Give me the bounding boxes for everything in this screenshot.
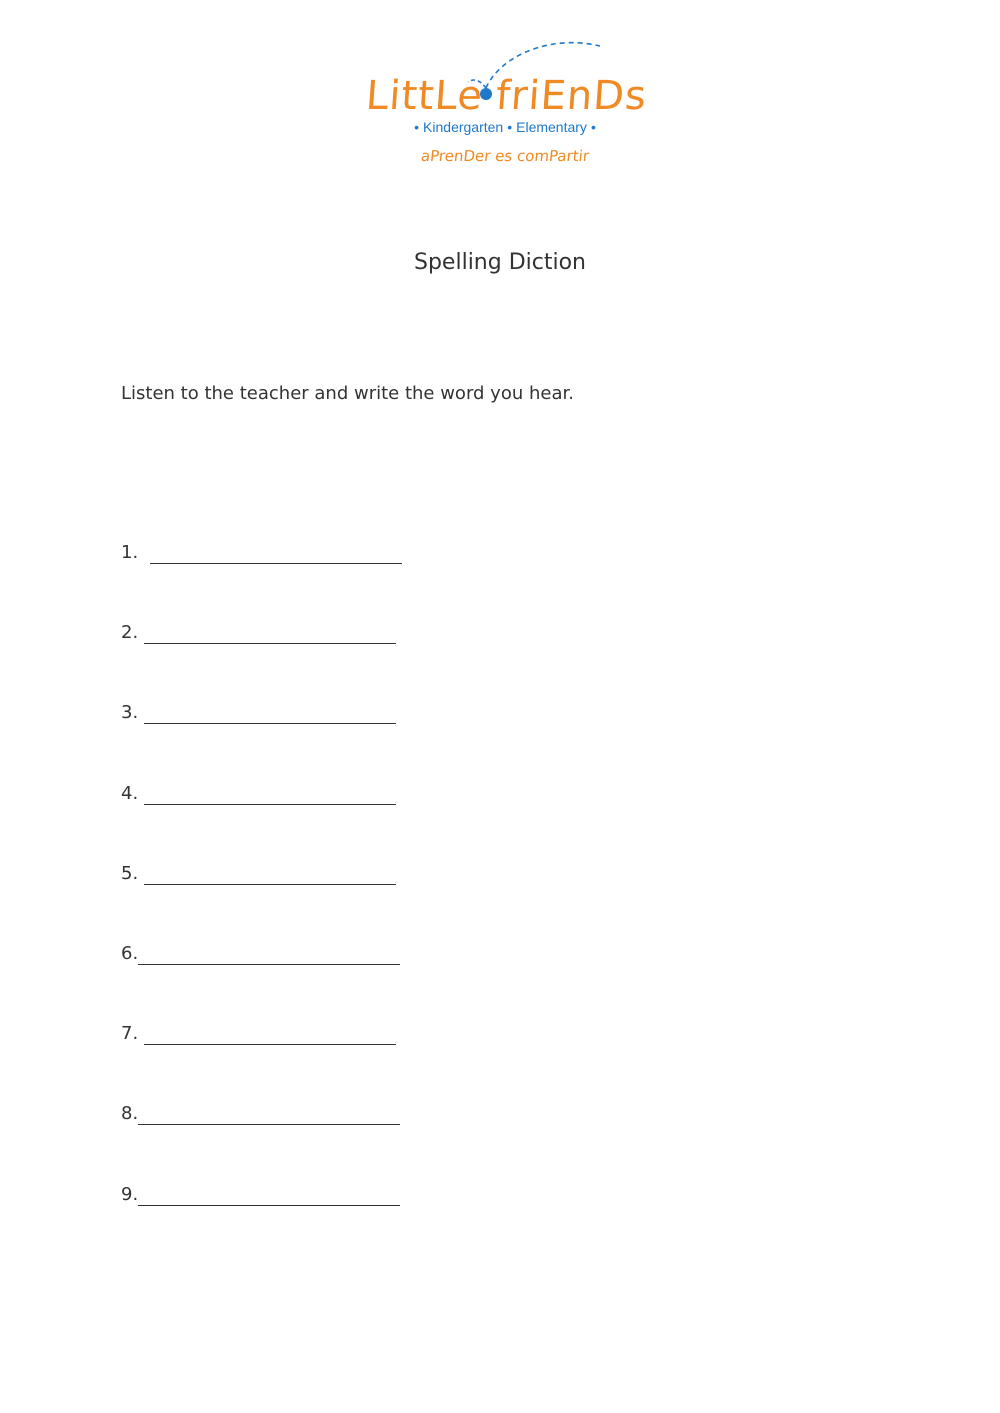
answer-row xyxy=(121,1101,441,1181)
answer-number: 9. xyxy=(121,1183,139,1205)
answer-number: 1. xyxy=(121,542,139,563)
answer-blank-line[interactable] xyxy=(144,782,396,805)
answer-number: 4. xyxy=(121,782,139,804)
answer-row xyxy=(121,540,441,620)
answer-blank-line[interactable] xyxy=(138,1102,400,1125)
answer-blank-line[interactable] xyxy=(144,701,396,724)
answer-number: 6. xyxy=(121,942,139,964)
answer-list xyxy=(121,540,441,1262)
answer-number: 7. xyxy=(121,1023,139,1045)
answer-row xyxy=(121,941,441,1021)
answer-number: 3. xyxy=(121,702,139,724)
answer-blank-line[interactable] xyxy=(144,862,396,885)
logo-word-little: LittLe xyxy=(364,73,485,119)
logo-tagline xyxy=(360,118,650,136)
answer-blank-line[interactable] xyxy=(138,942,400,965)
answer-row xyxy=(121,861,441,941)
answer-blank-line[interactable] xyxy=(138,1183,400,1206)
tagline-elementary: Elementary xyxy=(516,119,587,135)
answer-blank-line[interactable] xyxy=(150,541,402,564)
tagline-dot: • xyxy=(507,119,513,135)
answer-blank-line[interactable] xyxy=(144,621,396,644)
answer-row xyxy=(121,620,441,700)
answer-number: 2. xyxy=(121,622,139,644)
worksheet-instructions: Listen to the teacher and write the word you hear. xyxy=(121,383,574,404)
tagline-dot: • xyxy=(590,119,596,135)
answer-number: 8. xyxy=(121,1103,139,1125)
tagline-dot: • xyxy=(414,119,420,135)
worksheet-title: Spelling Diction xyxy=(414,250,586,275)
logo-word-friends: friEnDs xyxy=(494,73,649,119)
answer-blank-line[interactable] xyxy=(144,1022,396,1045)
tagline-kindergarten: Kindergarten xyxy=(423,119,504,135)
school-logo xyxy=(360,36,650,176)
answer-row xyxy=(121,781,441,861)
logo-slogan: aPrenDer es comPartir xyxy=(420,147,590,165)
answer-row xyxy=(121,1182,441,1262)
answer-number: 5. xyxy=(121,862,139,884)
answer-row xyxy=(121,1021,441,1101)
answer-row xyxy=(121,700,441,780)
